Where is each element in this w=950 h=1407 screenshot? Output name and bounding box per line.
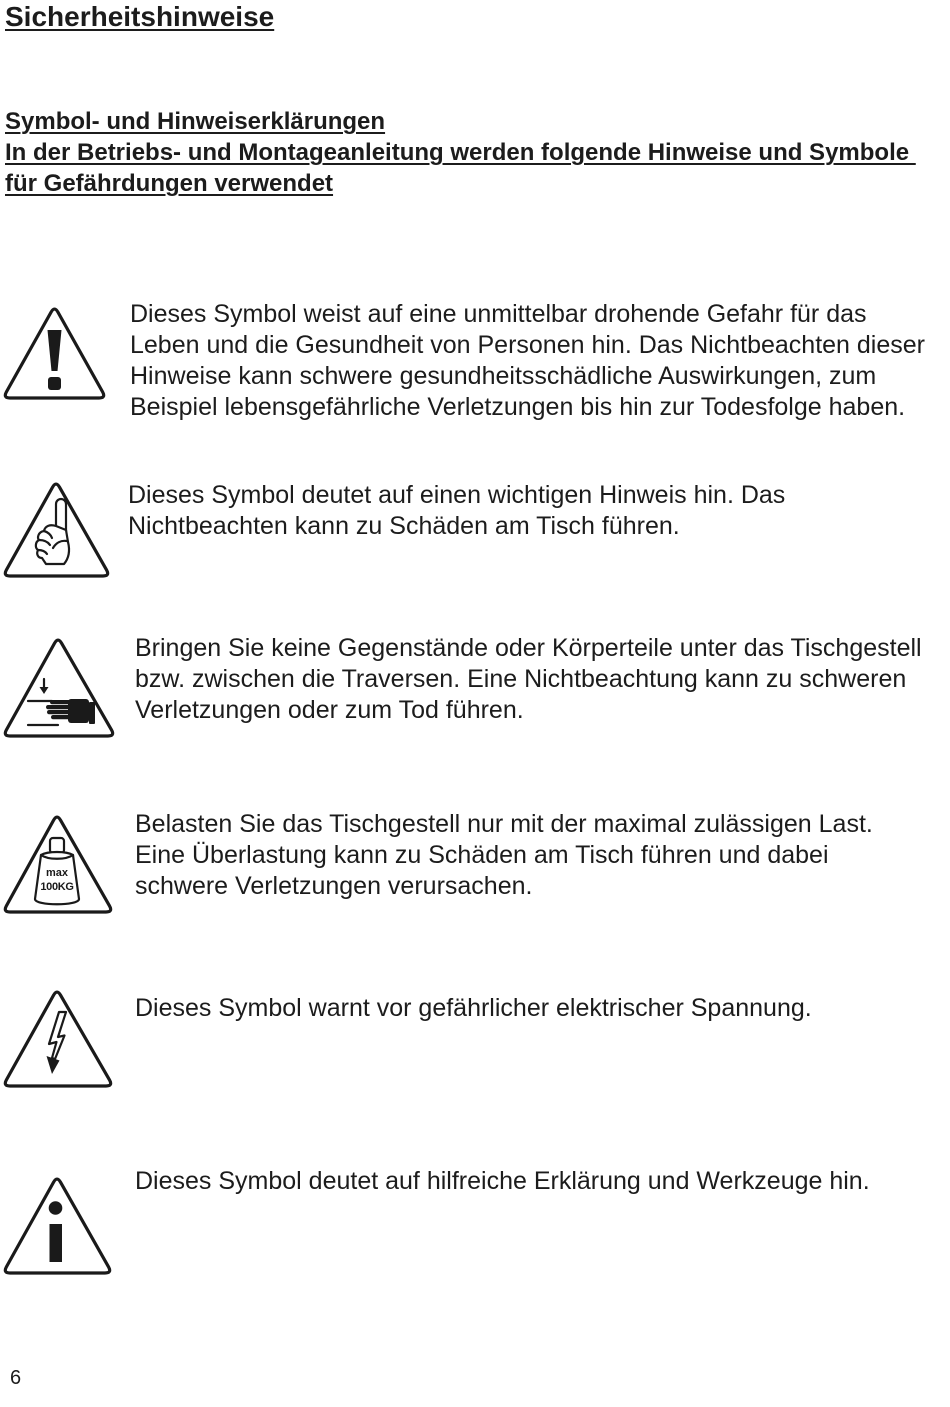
hand-palm [68, 699, 89, 723]
hint-text-line: schwere Verletzungen verursachen. [135, 872, 533, 900]
hint-text [135, 993, 812, 1024]
page-number: 6 [10, 1367, 22, 1389]
hint-item-max-load [0, 806, 950, 918]
hint-text-line: Eine Überlastung kann zu Schäden am Tisch führen und dabei [135, 841, 829, 869]
hint-text-line: Dieses Symbol deutet auf einen wichtigen Hinweis hin. Das [128, 481, 786, 509]
warning-triangle [5, 640, 112, 736]
intro-line: In der Betriebs- und Montageanleitung werden folgende Hinweise und Symbole [5, 139, 916, 166]
hint-text [135, 633, 922, 726]
hint-item-info [0, 1164, 950, 1280]
max-load-weight-icon [0, 811, 116, 917]
hint-text-line: Dieses Symbol warnt vor gefährlicher elektrischer Spannung. [135, 994, 812, 1022]
hint-text-line: Verletzungen oder zum Tod führen. [135, 696, 524, 724]
hint-text-line: Nichtbeachten kann zu Schäden am Tisch führen. [128, 512, 680, 540]
info-icon [0, 1173, 116, 1277]
weight-label-value: 100KG [40, 881, 74, 893]
hint-text-line: Hinweise kann schwere gesundheitsschädliche Auswirkungen, zum [130, 362, 877, 390]
hint-text-line: Beispiel lebensgefährliche Verletzungen bis hin zur Todesfolge haben. [130, 393, 906, 421]
hint-text-line: Dieses Symbol weist auf eine unmittelbar drohende Gefahr für das [130, 300, 867, 328]
hint-text-line: Leben und die Gesundheit von Personen hin. Das Nichtbeachten dieser [130, 331, 925, 359]
hint-text [128, 480, 785, 542]
hand-pointing-up-icon [0, 478, 114, 580]
hint-text-line: Dieses Symbol deutet auf hilfreiche Erklärung und Werkzeuge hin. [135, 1167, 870, 1195]
hint-text [135, 809, 873, 902]
hint-item-danger [0, 296, 950, 421]
hint-text [130, 299, 925, 423]
weight-handle [50, 838, 64, 853]
hand-crush-warning-icon [0, 634, 118, 740]
exclamation-warning-icon [0, 303, 110, 403]
page-title: Sicherheitshinweise [5, 1, 275, 32]
hint-item-voltage [0, 984, 950, 1092]
info-bar [50, 1224, 63, 1262]
hint-item-crush-hazard [0, 630, 950, 740]
hint-text-line: Belasten Sie das Tischgestell nur mit der maximal zulässigen Last. [135, 810, 873, 838]
hint-text-line: bzw. zwischen die Traversen. Eine Nichtbeachtung kann zu schweren [135, 665, 907, 693]
hand-palm [36, 525, 69, 564]
section-heading: Symbol- und Hinweiserklärungen [5, 108, 386, 135]
info-dot [49, 1201, 63, 1215]
weight-label-max: max [45, 867, 69, 879]
hint-text [135, 1166, 870, 1197]
hand-cuff [89, 702, 95, 724]
intro-line: für Gefährdungen verwendet [5, 170, 334, 197]
hint-text-line: Bringen Sie keine Gegenstände oder Körperteile unter das Tischgestell [135, 634, 922, 662]
symbol-explanation-block [5, 106, 916, 199]
electric-voltage-icon [0, 986, 116, 1090]
exclamation-dot [48, 377, 61, 390]
hint-item-important-note [0, 476, 950, 582]
